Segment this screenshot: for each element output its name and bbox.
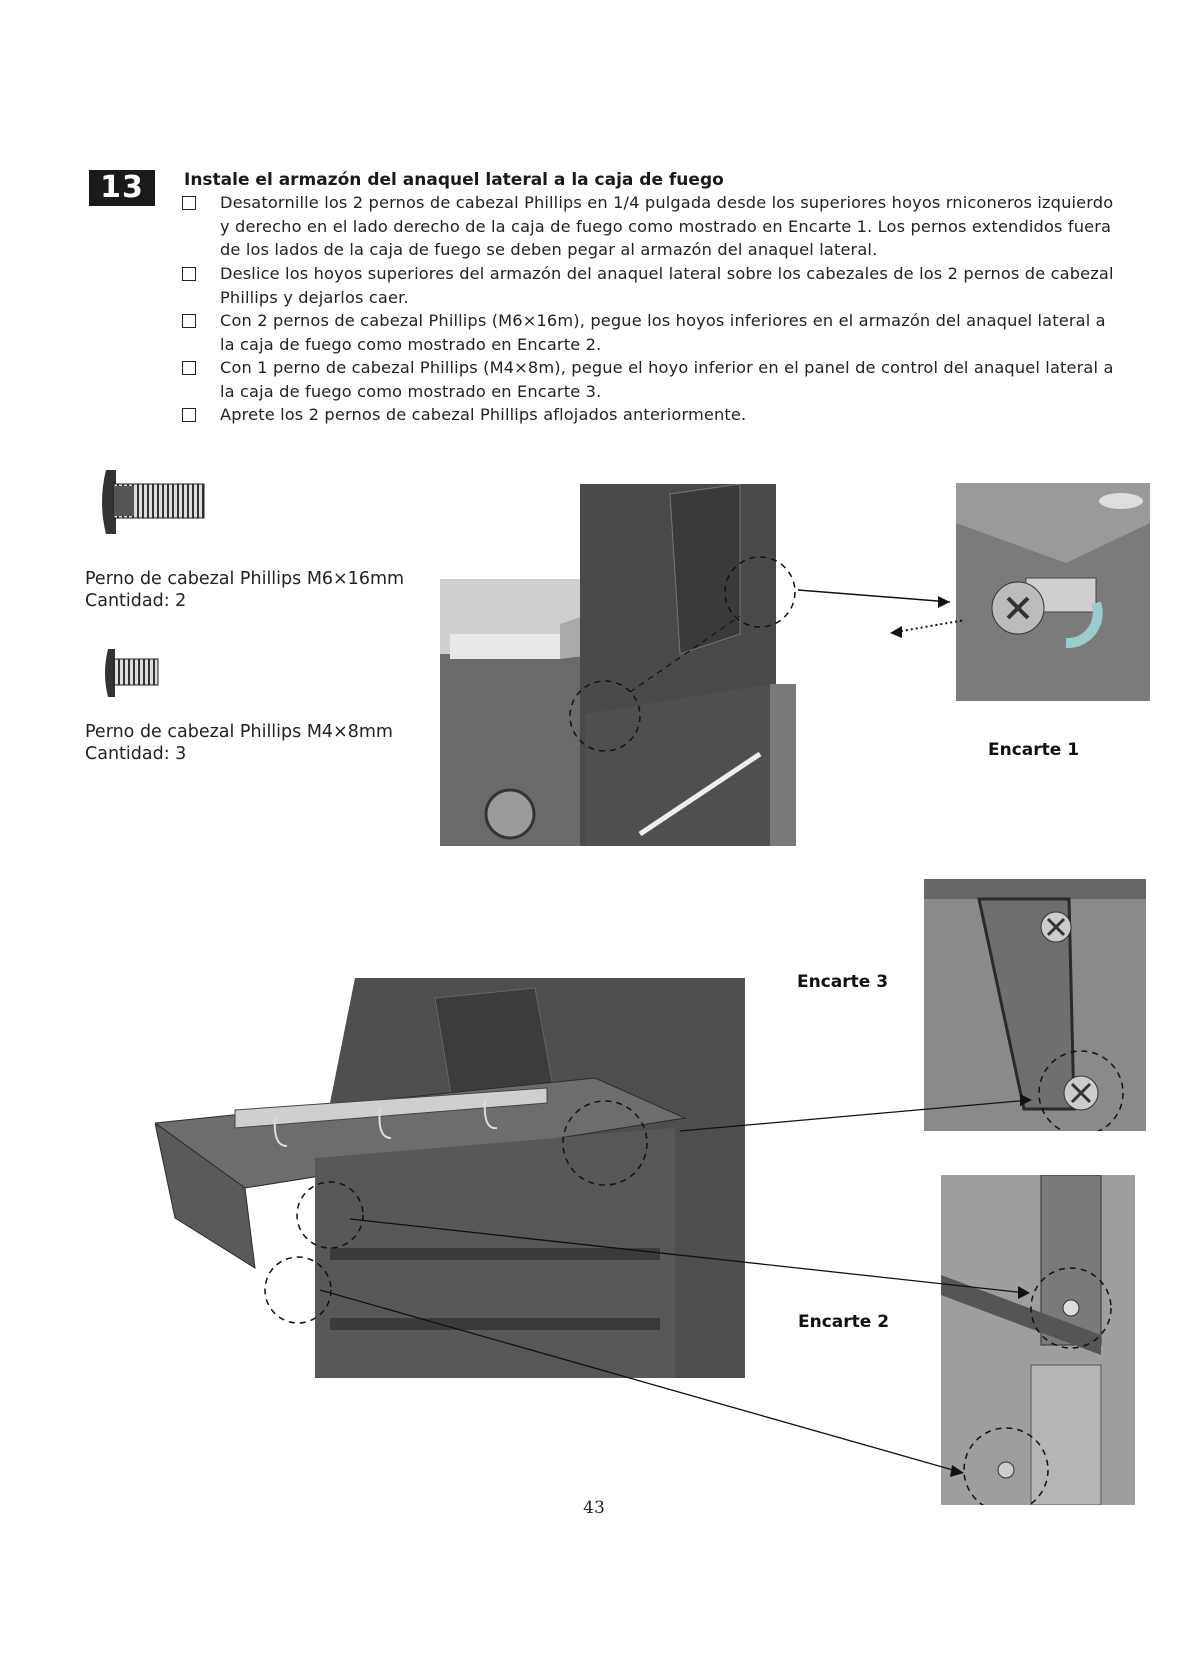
part-name: Perno de cabezal Phillips M4×8mm (85, 722, 393, 742)
instruction-text: Con 1 perno de cabezal Phillips (M4×8m), pegue el hoyo inferior en el panel de control del anaquel lateral a la caja de fuego como mostrado en Encarte 3. (220, 358, 1114, 401)
page-number: 43 (583, 1498, 605, 1518)
inset3-label: Encarte 3 (797, 972, 889, 992)
part-quantity: Cantidad: 2 (85, 591, 187, 611)
instruction-text: Con 2 pernos de cabezal Phillips (M6×16m), pegue los hoyos inferiores en el armazón del anaquel lateral a la caja de fuego como mostrado en Encarte 2. (220, 311, 1106, 354)
part-quantity: Cantidad: 3 (85, 744, 187, 764)
inset1-label: Encarte 1 (988, 740, 1080, 760)
inset2-label: Encarte 2 (798, 1312, 890, 1332)
step-title: Instale el armazón del anaquel lateral a la caja de fuego (184, 170, 724, 190)
instruction-text: Desatornille los 2 pernos de cabezal Phillips en 1/4 pulgada desde los superiores hoyos rniconeros izquierdo y derecho en el lado derecho de la caja de fuego como mostrado en Encarte 1. Los pernos extendidos fuera de los lados de la caja de fuego se deben pegar al armazón del anaquel lateral. (220, 193, 1114, 260)
step-number-badge: 13 (89, 170, 155, 206)
instruction-text: Aprete los 2 pernos de cabezal Phillips aflojados anteriormente. (220, 405, 747, 424)
part-name: Perno de cabezal Phillips M6×16mm (85, 569, 405, 589)
instruction-text: Deslice los hoyos superiores del armazón del anaquel lateral sobre los cabezales de los 2 pernos de cabezal Phillips y dejarlos caer. (220, 264, 1114, 307)
